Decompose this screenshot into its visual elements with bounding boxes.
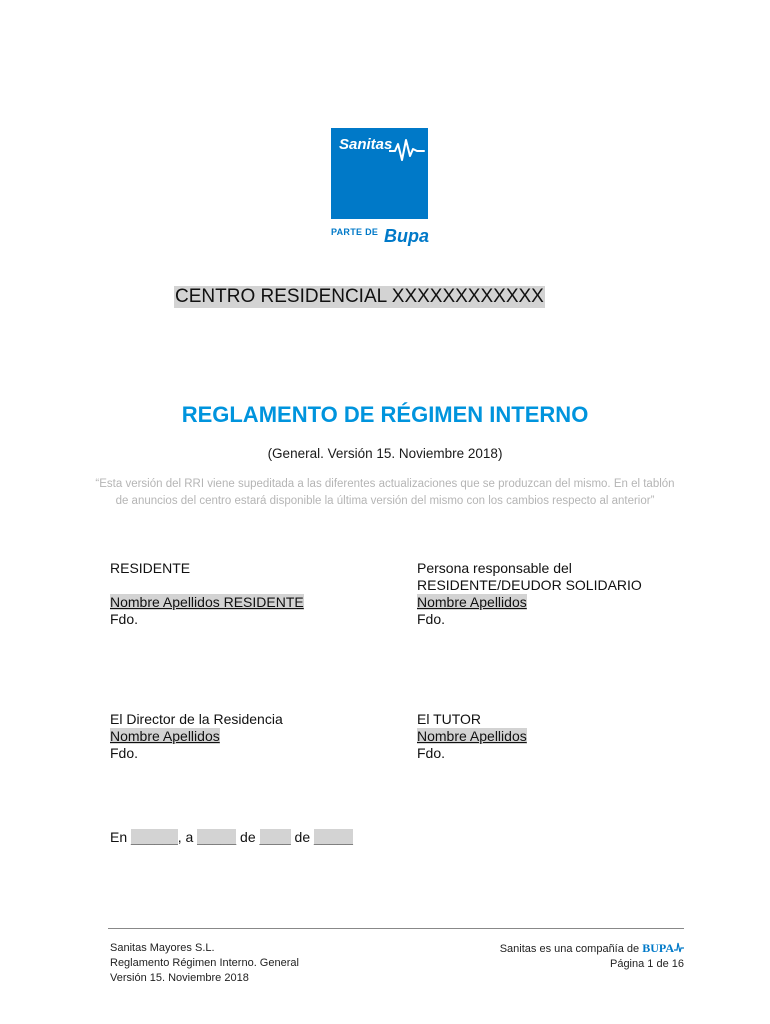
footer-divider <box>108 928 684 929</box>
centro-heading: CENTRO RESIDENCIAL XXXXXXXXXXXX <box>175 286 544 307</box>
residente-label: RESIDENTE <box>110 560 191 576</box>
date-de-label-2: de <box>294 829 311 845</box>
date-line <box>110 829 353 845</box>
date-year-field[interactable]: _____ <box>314 829 353 845</box>
date-en-label: En <box>110 829 128 845</box>
responsable-label-1: Persona responsable del <box>417 560 572 576</box>
footer-left <box>110 941 299 986</box>
document-title: REGLAMENTO DE RÉGIMEN INTERNO <box>181 402 589 427</box>
signature-responsable <box>417 560 642 628</box>
signature-tutor <box>417 711 527 762</box>
date-a-label: , a <box>177 829 194 845</box>
footer-compania: Sanitas es una compañía de <box>499 943 640 955</box>
heartbeat-icon <box>674 941 684 953</box>
parte-de-label: PARTE DE <box>331 227 379 237</box>
footer-document: Reglamento Régimen Interno. General <box>110 957 299 969</box>
bupa-footer-logo: BUPA <box>642 941 674 955</box>
date-place-field[interactable]: ______ <box>131 829 178 845</box>
tutor-label: El TUTOR <box>417 711 482 727</box>
responsable-fdo: Fdo. <box>417 611 446 627</box>
director-label: El Director de la Residencia <box>110 711 283 727</box>
director-fdo: Fdo. <box>110 745 139 761</box>
sanitas-logo <box>331 128 428 219</box>
director-name-field[interactable]: Nombre Apellidos <box>110 728 220 744</box>
logo-brand-text: Sanitas <box>339 136 393 153</box>
signature-residente <box>110 560 304 628</box>
responsable-label-2: RESIDENTE/DEUDOR SOLIDARIO <box>417 577 642 593</box>
date-month-field[interactable]: ____ <box>259 829 291 845</box>
footer-version: Versión 15. Noviembre 2018 <box>110 972 249 984</box>
residente-name-field[interactable]: Nombre Apellidos RESIDENTE <box>110 594 304 610</box>
version-note: “Esta versión del RRI viene supeditada a las diferentes actualizaciones que se produzcan del mismo. En el tablón de anuncios del centro estará disponible la última versión del mismo con los cambios respecto al anterior” <box>95 478 675 507</box>
document-subtitle: (General. Versión 15. Noviembre 2018) <box>267 446 503 461</box>
footer-right <box>440 941 684 972</box>
date-de-label-1: de <box>240 829 256 845</box>
heartbeat-icon <box>389 136 425 166</box>
responsable-name-field[interactable]: Nombre Apellidos <box>417 594 527 610</box>
signature-director <box>110 711 283 762</box>
footer-company: Sanitas Mayores S.L. <box>110 942 215 954</box>
footer-page-number: Página 1 de 16 <box>609 958 684 970</box>
tutor-name-field[interactable]: Nombre Apellidos <box>417 728 527 744</box>
date-day-field[interactable]: _____ <box>197 829 237 845</box>
bupa-logo-text: Bupa <box>384 226 429 246</box>
tutor-fdo: Fdo. <box>417 745 446 761</box>
residente-fdo: Fdo. <box>110 611 139 627</box>
